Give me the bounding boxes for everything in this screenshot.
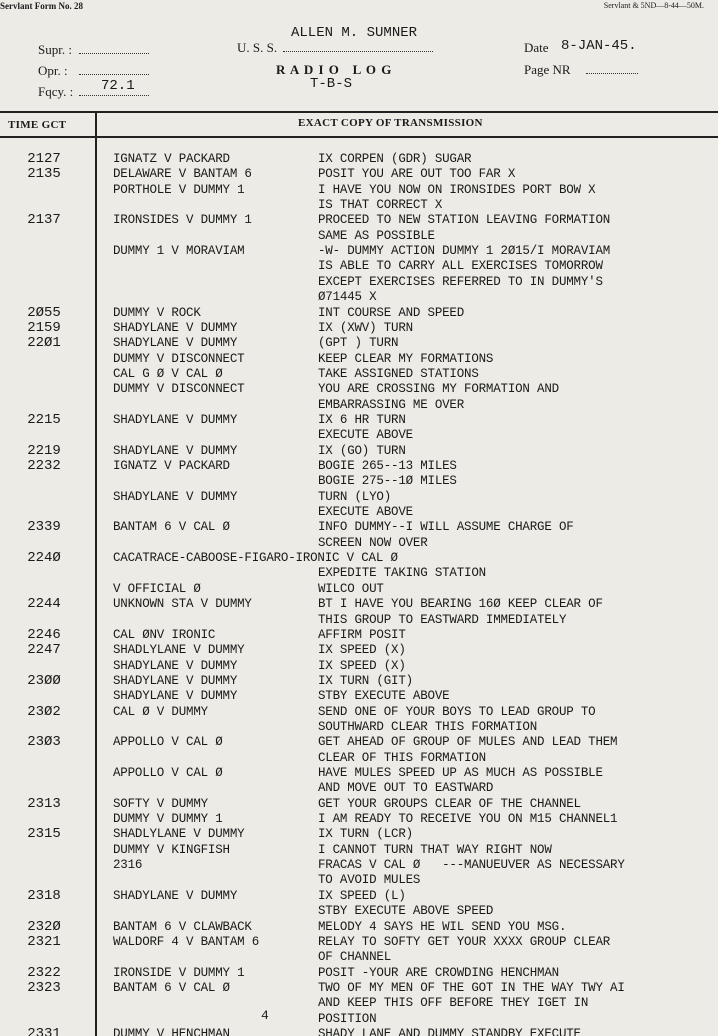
page-field[interactable] xyxy=(586,62,638,74)
row-message: IX 6 HR TURN xyxy=(318,413,406,427)
row-callsigns: APPOLLO V CAL Ø xyxy=(113,766,223,780)
row-callsigns: BANTAM 6 V CAL Ø xyxy=(113,981,230,995)
form-number: Servlant Form No. 28 xyxy=(0,1,83,11)
row-callsigns: IRONSIDES V DUMMY 1 xyxy=(113,213,252,227)
date-value: 8-JAN-45. xyxy=(561,38,637,54)
row-message: IS ABLE TO CARRY ALL EXERCISES TOMORROW xyxy=(318,259,603,273)
date-label: Date xyxy=(524,40,549,55)
row-message: I AM READY TO RECEIVE YOU ON M15 CHANNEL1 xyxy=(318,812,618,826)
row-callsigns: IGNATZ V PACKARD xyxy=(113,459,230,473)
row-time: 2339 xyxy=(27,519,61,535)
row-message: IX (XWV) TURN xyxy=(318,321,413,335)
row-message: EXECUTE ABOVE xyxy=(318,428,413,442)
row-message: BOGIE 275--1Ø MILES xyxy=(318,474,457,488)
row-callsigns: SHADLYLANE V DUMMY xyxy=(113,643,245,657)
row-callsigns: IRONSIDE V DUMMY 1 xyxy=(113,966,245,980)
row-callsigns: SOFTY V DUMMY xyxy=(113,797,208,811)
row-message: BT I HAVE YOU BEARING 16Ø KEEP CLEAR OF xyxy=(318,597,603,611)
row-message: I HAVE YOU NOW ON IRONSIDES PORT BOW X xyxy=(318,183,596,197)
row-message: IX (GO) TURN xyxy=(318,444,406,458)
fqcy-value: 72.1 xyxy=(101,78,135,94)
row-time: 2331 xyxy=(27,1026,61,1036)
row-callsigns: DUMMY V KINGFISH xyxy=(113,843,230,857)
log-subtitle: T-B-S xyxy=(310,76,353,92)
row-time: 2215 xyxy=(27,412,61,428)
row-callsigns: DUMMY V DISCONNECT xyxy=(113,382,245,396)
row-message: TO AVOID MULES xyxy=(318,873,421,887)
row-time: 2Ø55 xyxy=(27,305,61,321)
row-message: SHADY LANE AND DUMMY STANDBY EXECUTE xyxy=(318,1027,581,1036)
row-callsigns: SHADYLANE V DUMMY xyxy=(113,689,238,703)
row-callsigns: SHADYLANE V DUMMY xyxy=(113,336,238,350)
row-message: YOU ARE CROSSING MY FORMATION AND xyxy=(318,382,559,396)
row-time: 2159 xyxy=(27,320,61,336)
row-message: (GPT ) TURN xyxy=(318,336,399,350)
row-callsigns: 2316 xyxy=(113,858,143,872)
row-message: TWO OF MY MEN OF THE GOT IN THE WAY TWY AI xyxy=(318,981,625,995)
row-message: GET YOUR GROUPS CLEAR OF THE CHANNEL xyxy=(318,797,581,811)
row-callsigns: DUMMY V ROCK xyxy=(113,306,201,320)
row-time: 2135 xyxy=(27,166,61,182)
row-time: 2127 xyxy=(27,151,61,167)
row-time: 2232 xyxy=(27,458,61,474)
row-callsigns: BANTAM 6 V CAL Ø xyxy=(113,520,230,534)
row-message: THIS GROUP TO EASTWARD IMMEDIATELY xyxy=(318,613,567,627)
row-callsigns: DUMMY 1 V MORAVIAM xyxy=(113,244,245,258)
ship-prefix: U. S. S. xyxy=(237,40,278,55)
row-callsigns: SHADYLANE V DUMMY xyxy=(113,413,238,427)
row-message: SEND ONE OF YOUR BOYS TO LEAD GROUP TO xyxy=(318,705,596,719)
row-callsigns: CAL ØNV IRONIC xyxy=(113,628,216,642)
page-number: 4 xyxy=(261,1008,269,1023)
printer-info: Servlant & 5ND—8-44—50M. xyxy=(603,1,704,10)
row-message: STBY EXECUTE ABOVE xyxy=(318,689,450,703)
row-message: SCREEN NOW OVER xyxy=(318,536,428,550)
row-time: 2323 xyxy=(27,980,61,996)
row-message: STBY EXECUTE ABOVE SPEED xyxy=(318,904,494,918)
row-message: HAVE MULES SPEED UP AS MUCH AS POSSIBLE xyxy=(318,766,603,780)
row-message: GET AHEAD OF GROUP OF MULES AND LEAD THEM xyxy=(318,735,618,749)
row-time: 2315 xyxy=(27,826,61,842)
row-callsigns: IGNATZ V PACKARD xyxy=(113,152,230,166)
row-callsigns: CAL G Ø V CAL Ø xyxy=(113,367,223,381)
ship-field[interactable] xyxy=(283,40,433,52)
row-time: 2322 xyxy=(27,965,61,981)
row-time: 2244 xyxy=(27,596,61,612)
row-message: MELODY 4 SAYS HE WIL SEND YOU MSG. xyxy=(318,920,567,934)
row-callsigns: CACATRACE-CABOOSE-FIGARO-IRONIC V CAL Ø xyxy=(113,551,398,565)
row-time: 23Ø3 xyxy=(27,734,61,750)
col-time-gct: TIME GCT xyxy=(8,119,67,131)
row-message: INT COURSE AND SPEED xyxy=(318,306,465,320)
row-message: POSITION xyxy=(318,1012,377,1026)
row-message: FRACAS V CAL Ø ---MANUEUVER AS NECESSARY xyxy=(318,858,625,872)
row-time: 2219 xyxy=(27,443,61,459)
row-message: EXPEDITE TAKING STATION xyxy=(318,566,486,580)
header-rule-bottom xyxy=(0,136,718,138)
row-time: 2246 xyxy=(27,627,61,643)
row-message: OF CHANNEL xyxy=(318,950,392,964)
log-title: R A D I O L O G xyxy=(276,62,393,77)
supr-field[interactable] xyxy=(79,42,149,54)
row-time: 2247 xyxy=(27,642,61,658)
row-message: KEEP CLEAR MY FORMATIONS xyxy=(318,352,494,366)
row-time: 23Ø2 xyxy=(27,704,61,720)
row-message: IX TURN (LCR) xyxy=(318,827,413,841)
row-time: 2318 xyxy=(27,888,61,904)
row-message: POSIT -YOUR ARE CROWDING HENCHMAN xyxy=(318,966,559,980)
header-rule-top xyxy=(0,111,718,113)
row-callsigns: SHADYLANE V DUMMY xyxy=(113,444,238,458)
row-message: I CANNOT TURN THAT WAY RIGHT NOW xyxy=(318,843,552,857)
row-message: IX CORPEN (GDR) SUGAR xyxy=(318,152,472,166)
row-message: POSIT YOU ARE OUT TOO FAR X xyxy=(318,167,516,181)
row-message: EMBARRASSING ME OVER xyxy=(318,398,465,412)
row-time: 2137 xyxy=(27,212,61,228)
row-message: TAKE ASSIGNED STATIONS xyxy=(318,367,479,381)
opr-label: Opr. : xyxy=(38,63,68,78)
row-message: RELAY TO SOFTY GET YOUR XXXX GROUP CLEAR xyxy=(318,935,611,949)
page-label: Page NR xyxy=(524,62,571,77)
row-callsigns: DUMMY V DUMMY 1 xyxy=(113,812,223,826)
row-message: Ø71445 X xyxy=(318,290,377,304)
col-transmission: EXACT COPY OF TRANSMISSION xyxy=(298,117,483,129)
row-message: CLEAR OF THIS FORMATION xyxy=(318,751,486,765)
row-message: IX SPEED (X) xyxy=(318,659,406,673)
row-callsigns: DUMMY V DISCONNECT xyxy=(113,352,245,366)
row-time: 22Ø1 xyxy=(27,335,61,351)
row-time: 2321 xyxy=(27,934,61,950)
opr-field[interactable] xyxy=(79,63,149,75)
row-message: IX SPEED (X) xyxy=(318,643,406,657)
row-message: IX TURN (GIT) xyxy=(318,674,413,688)
fqcy-label: Fqcy. : xyxy=(38,84,74,99)
row-callsigns: SHADYLANE V DUMMY xyxy=(113,659,238,673)
row-message: IS THAT CORRECT X xyxy=(318,198,443,212)
row-callsigns: SHADLYLANE V DUMMY xyxy=(113,827,245,841)
row-callsigns: SHADYLANE V DUMMY xyxy=(113,889,238,903)
row-message: AFFIRM POSIT xyxy=(318,628,406,642)
supr-label: Supr. : xyxy=(38,42,72,57)
row-time: 23ØØ xyxy=(27,673,61,689)
row-callsigns: UNKNOWN STA V DUMMY xyxy=(113,597,252,611)
ship-name: ALLEN M. SUMNER xyxy=(291,25,418,41)
row-message: -W- DUMMY ACTION DUMMY 1 2Ø15/I MORAVIAM xyxy=(318,244,611,258)
row-callsigns: SHADYLANE V DUMMY xyxy=(113,490,238,504)
row-message: WILCO OUT xyxy=(318,582,384,596)
row-message: TURN (LYO) xyxy=(318,490,392,504)
column-divider xyxy=(95,112,97,1036)
row-callsigns: V OFFICIAL Ø xyxy=(113,582,201,596)
row-callsigns: APPOLLO V CAL Ø xyxy=(113,735,223,749)
row-message: SAME AS POSSIBLE xyxy=(318,229,435,243)
row-message: AND KEEP THIS OFF BEFORE THEY IGET IN xyxy=(318,996,589,1010)
row-time: 232Ø xyxy=(27,919,61,935)
row-message: PROCEED TO NEW STATION LEAVING FORMATION xyxy=(318,213,611,227)
row-message: EXCEPT EXERCISES REFERRED TO IN DUMMY'S xyxy=(318,275,603,289)
row-message: SOUTHWARD CLEAR THIS FORMATION xyxy=(318,720,538,734)
row-callsigns: CAL Ø V DUMMY xyxy=(113,705,208,719)
row-time: 2313 xyxy=(27,796,61,812)
row-time: 224Ø xyxy=(27,550,61,566)
row-callsigns: SHADYLANE V DUMMY xyxy=(113,674,238,688)
row-callsigns: BANTAM 6 V CLAWBACK xyxy=(113,920,252,934)
row-callsigns: DELAWARE V BANTAM 6 xyxy=(113,167,252,181)
row-message: BOGIE 265--13 MILES xyxy=(318,459,457,473)
row-message: AND MOVE OUT TO EASTWARD xyxy=(318,781,494,795)
row-message: EXECUTE ABOVE xyxy=(318,505,413,519)
row-callsigns: SHADYLANE V DUMMY xyxy=(113,321,238,335)
row-callsigns: DUMMY V HENCHMAN xyxy=(113,1027,230,1036)
row-callsigns: WALDORF 4 V BANTAM 6 xyxy=(113,935,260,949)
row-message: INFO DUMMY--I WILL ASSUME CHARGE OF xyxy=(318,520,574,534)
row-callsigns: PORTHOLE V DUMMY 1 xyxy=(113,183,245,197)
row-message: IX SPEED (L) xyxy=(318,889,406,903)
